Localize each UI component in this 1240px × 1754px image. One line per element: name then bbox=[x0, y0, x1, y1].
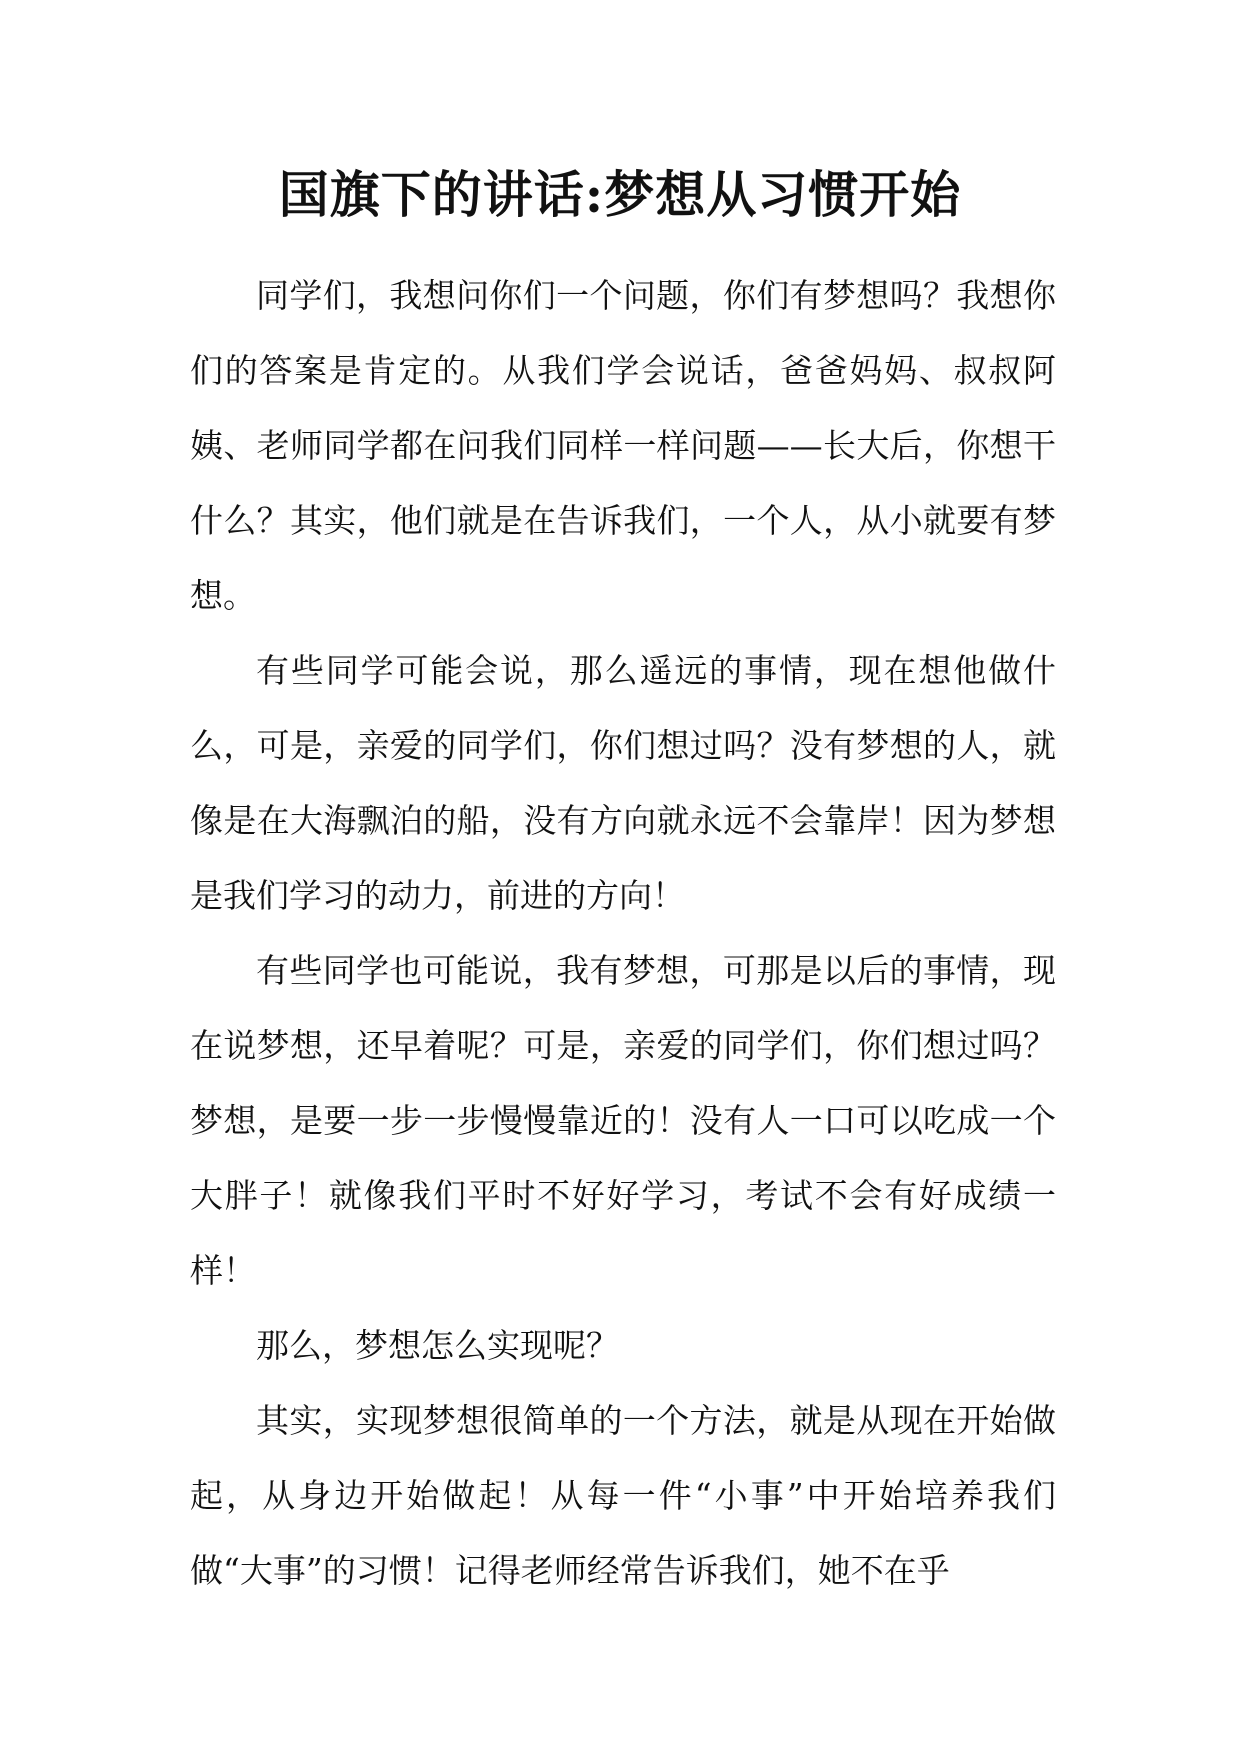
paragraph: 有些同学可能会说，那么遥远的事情，现在想他做什么，可是，亲爱的同学们，你们想过吗？没有梦想的人，就像是在大海飘泊的船，没有方向就永远不会靠岸！因为梦想是我们学习的动力，前进的方向！ bbox=[190, 651, 1056, 915]
paragraph: 其实，实现梦想很简单的一个方法，就是从现在开始做起，从身边开始做起！从每一件“小事”中开始培养我们做“大事”的习惯！记得老师经常告诉我们，她不在乎 bbox=[190, 1401, 1056, 1590]
document-body bbox=[190, 258, 1056, 1608]
document-title: 国旗下的讲话:梦想从习惯开始 bbox=[278, 165, 962, 224]
paragraph: 同学们，我想问你们一个问题，你们有梦想吗？我想你们的答案是肯定的。从我们学会说话，爸爸妈妈、叔叔阿姨、老师同学都在问我们同样一样问题——长大后，你想干什么？其实，他们就是在告诉我们，一个人，从小就要有梦想。 bbox=[190, 276, 1056, 615]
paragraph: 那么，梦想怎么实现呢？ bbox=[256, 1326, 619, 1365]
paragraph: 有些同学也可能说，我有梦想，可那是以后的事情，现在说梦想，还早着呢？可是，亲爱的同学们，你们想过吗？梦想，是要一步一步慢慢靠近的！没有人一口可以吃成一个大胖子！就像我们平时不好好学习，考试不会有好成绩一样！ bbox=[190, 951, 1056, 1290]
